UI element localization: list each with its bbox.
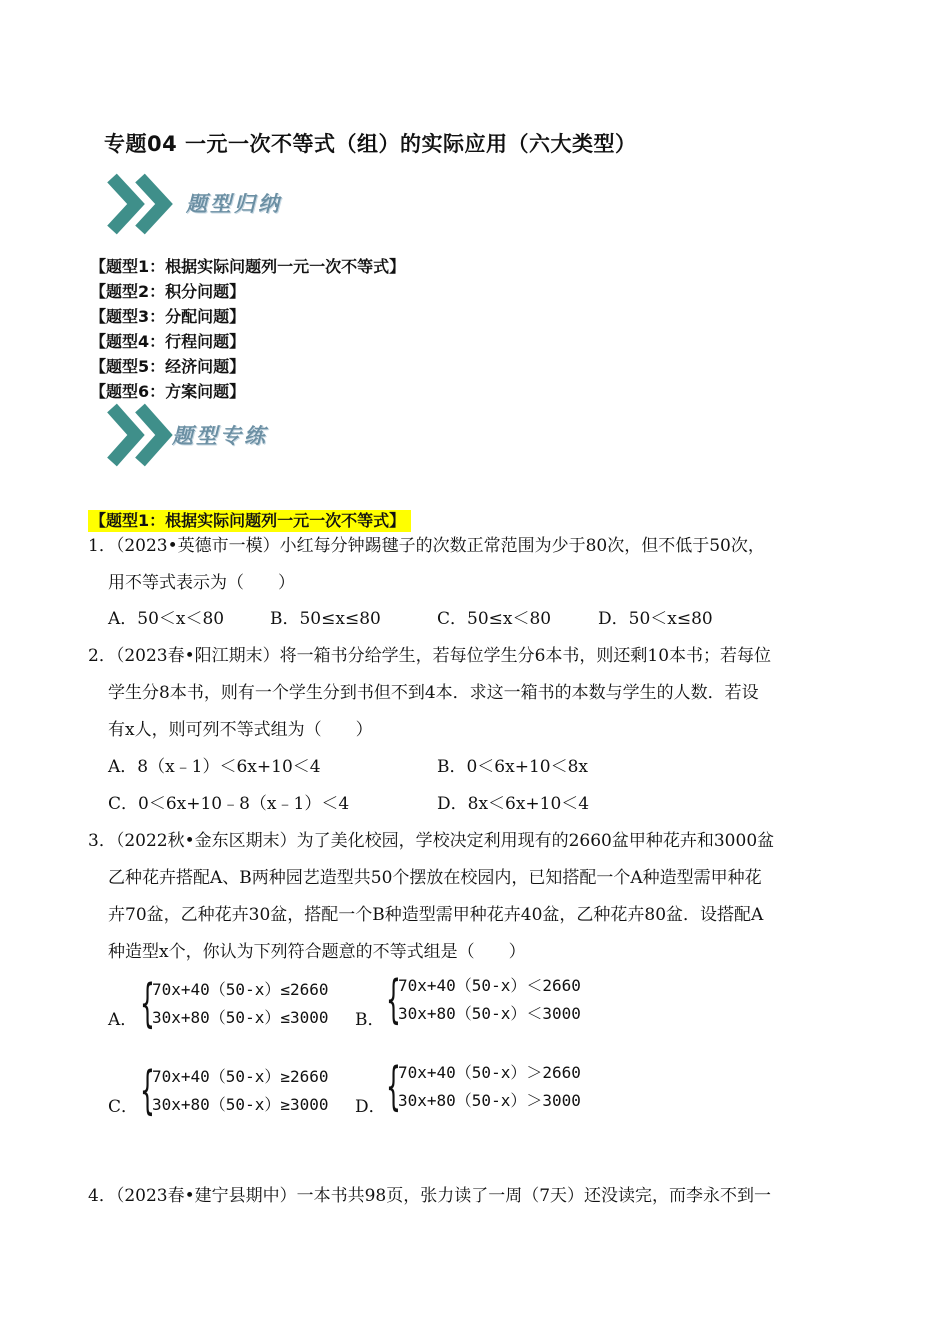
q3-d-eq2: 30x+80（50-x）＞3000 [398,1091,581,1110]
q3-option-c-label: C． [108,1097,139,1117]
q3-option-d-label: D． [355,1097,386,1117]
q3-option-b-system [386,972,596,1030]
q1-option-a: A．50＜x＜80 [108,609,225,629]
q3-b-eq1: 70x+40（50-x）＜2660 [398,976,581,995]
q3-line2: 乙种花卉搭配A、B两种园艺造型共50个摆放在校园内，已知搭配一个A种造型需甲种花 [108,868,762,888]
toc-item-5: 【题型5：经济问题】 [90,357,246,376]
q2-line1: 2．（2023春•阳江期末）将一箱书分给学生，若每位学生分6本书，则还剩10本书；若每位 [88,646,772,666]
q1-line2: 用不等式表示为（ ） [108,573,295,593]
q3-b-eq2: 30x+80（50-x）＜3000 [398,1004,581,1023]
double-chevron-icon [104,172,174,236]
q1-option-d: D．50＜x≤80 [598,609,713,629]
q1-option-c: C．50≤x＜80 [437,609,552,629]
q3-option-b-label: B． [355,1010,385,1030]
q2-line3: 有x人，则可列不等式组为（ ） [108,720,373,740]
q2-option-c: C．0＜6x+10﹣8（x﹣1）＜4 [108,794,350,814]
toc-item-2: 【题型2：积分问题】 [90,282,246,301]
brace-icon: { [140,1061,155,1121]
q3-line1: 3．（2022秋•金东区期末）为了美化校园，学校决定利用现有的2660盆甲种花卉和3000盆 [88,831,775,851]
q2-option-d: D．8x＜6x+10＜4 [437,794,590,814]
banner-practice-text: 题型专练 [172,423,268,448]
toc-item-3: 【题型3：分配问题】 [90,307,246,326]
brace-icon: { [386,970,401,1030]
q3-c-eq2: 30x+80（50-x）≥3000 [152,1095,329,1114]
q3-option-d-system [386,1059,596,1117]
brace-icon: { [386,1057,401,1117]
toc-item-6: 【题型6：方案问题】 [90,382,246,401]
double-chevron-icon [104,402,174,468]
q3-a-eq1: 70x+40（50-x）≤2660 [152,980,329,999]
banner-summary-text: 题型归纳 [186,191,282,216]
brace-icon: { [140,974,155,1034]
q3-option-a-system [140,976,350,1034]
toc-item-1: 【题型1：根据实际问题列一元一次不等式】 [90,257,406,276]
q3-d-eq1: 70x+40（50-x）＞2660 [398,1063,581,1082]
q2-line2: 学生分8本书，则有一个学生分到书但不到4本．求这一箱书的本数与学生的人数．若设 [108,683,759,703]
toc-item-4: 【题型4：行程问题】 [90,332,246,351]
q4-line1: 4．（2023春•建宁县期中）一本书共98页，张力读了一周（7天）还没读完，而李永不到一 [88,1186,772,1206]
banner-summary [104,172,304,240]
page-title: 专题04 一元一次不等式（组）的实际应用（六大类型） [104,132,637,156]
section-heading: 【题型1：根据实际问题列一元一次不等式】 [88,510,411,532]
q2-option-a: A．8（x﹣1）＜6x+10＜4 [108,757,321,777]
q3-line3: 卉70盆，乙种花卉30盆，搭配一个B种造型需甲种花卉40盆，乙种花卉80盆．设搭配A [108,905,764,925]
q3-option-c-system [140,1063,350,1121]
q2-option-b: B．0＜6x+10＜8x [437,757,588,777]
banner-practice [104,402,304,470]
q1-line1: 1．（2023•英德市一模）小红每分钟踢毽子的次数正常范围为少于80次，但不低于50次， [88,536,765,556]
q3-a-eq2: 30x+80（50-x）≤3000 [152,1008,329,1027]
q3-line4: 种造型x个，你认为下列符合题意的不等式组是（ ） [108,942,526,962]
q3-c-eq1: 70x+40（50-x）≥2660 [152,1067,329,1086]
q1-option-b: B．50≤x≤80 [270,609,381,629]
q3-option-a-label: A． [108,1010,138,1030]
